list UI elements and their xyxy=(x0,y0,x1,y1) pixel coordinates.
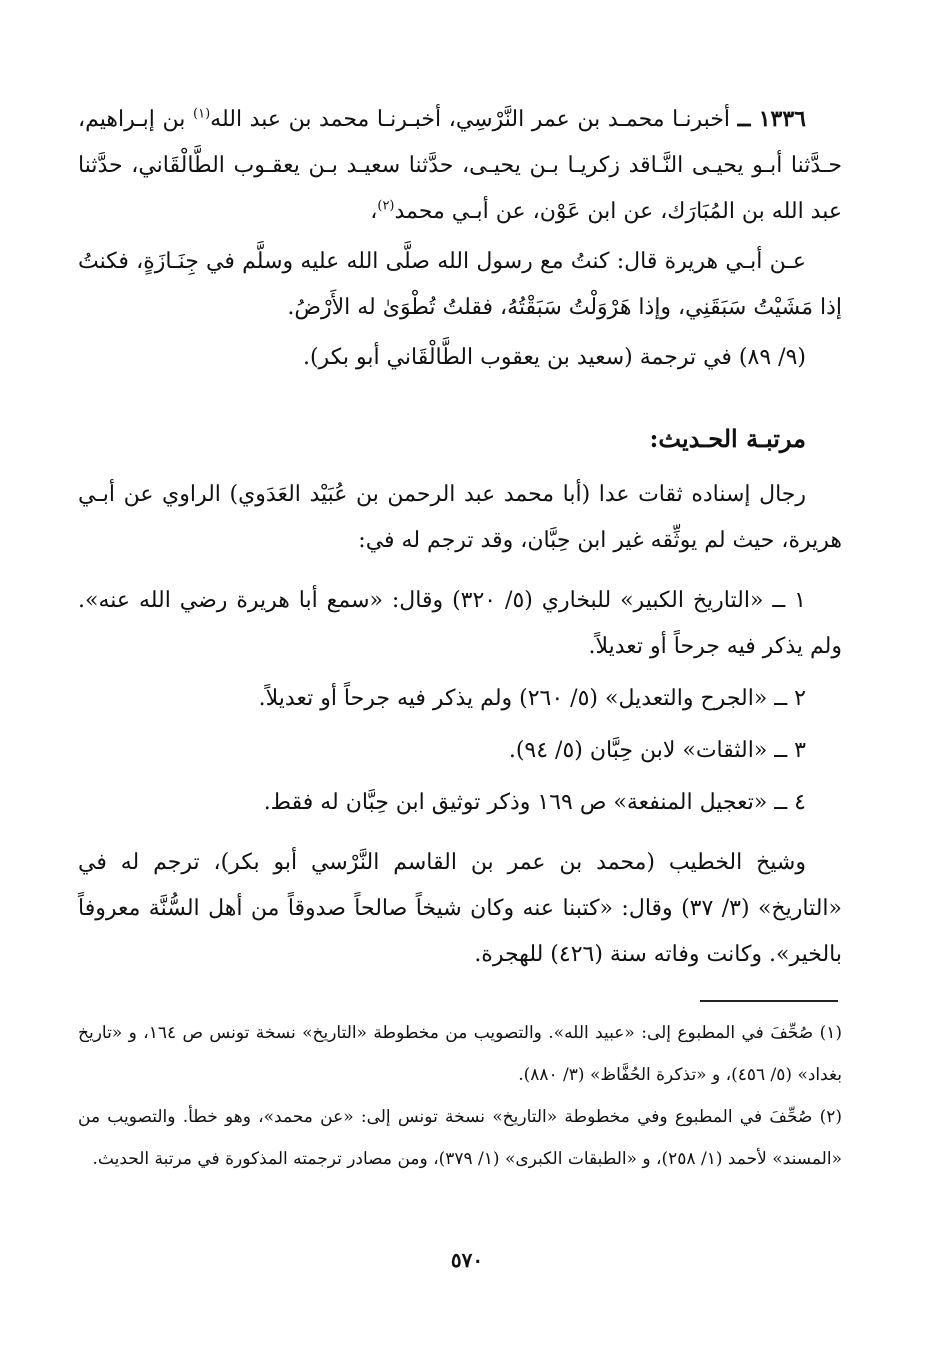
isnad-part2: بن إبـراهيم، حـدَّثنا أبـو يحيـى النَّـاقد زكريـا بـن يحيـى، حدَّثنا سعيـد بـن يعقـوب الطَّالْقَاني، حدَّثنا عبد الله بن المُبَارَك، عن ابن عَوْن، عن أبـي محمد xyxy=(78,107,842,224)
hadith-number: ١٣٣٦ ــ xyxy=(737,106,806,132)
grading-item: ٤ ــ «تعجيل المنفعة» ص ١٦٩ وذكر توثيق ابن حِبَّان له فقط. xyxy=(263,790,806,815)
footnote-1: (١) صُحِّفَ في المطبوع إلى: «عبيد الله». والتصويب من مخطوطة «التاريخ» نسخة تونس ص ١٦٤، و «تاريخ بغداد» (٥/ ٤٥٦)، و «تذكرة الحُفَّاظ» (٣/ ٨٨٠). xyxy=(78,1023,843,1085)
hadith-matn: عـن أبـي هريرة قال: كنتُ مع رسول الله صلَّى الله عليه وسلَّم في جِنَـازَةٍ، فكنتُ إذا مَشَيْتُ سَبَقَنِي، وإذا هَرْوَلْتُ سَبَقْتُهُ، فقلتُ تُطْوَىٰ له الأَرْضُ. xyxy=(78,249,842,320)
grading-block xyxy=(78,416,842,978)
isnad-end: ، xyxy=(370,199,378,224)
hadith-block xyxy=(78,96,842,381)
footnote-marker-2: (٢) xyxy=(377,198,395,214)
grading-item: ٢ ــ «الجرح والتعديل» (٥/ ٢٦٠) ولم يذكر فيه جرحاً أو تعديلاً. xyxy=(258,686,806,711)
footnote-marker-1: (١) xyxy=(193,106,211,122)
grading-item: ٣ ــ «الثقات» لابن حِبَّان (٥/ ٩٤). xyxy=(508,738,806,763)
hadith-isnad xyxy=(78,96,842,235)
hadith-reference: (٩/ ٨٩) في ترجمة (سعيد بن يعقوب الطَّالْقَاني أبو بكر). xyxy=(302,345,806,370)
footnote-2: (٢) صُحِّفَ في المطبوع وفي مخطوطة «التاريخ» نسخة تونس إلى: «عن محمد»، وهو خطأ. والتصويب من «المسند» لأحمد (١/ ٢٥٨)، و «الطبقات الكبرى» (١/ ٣٧٩)، ومن مصادر ترجمته المذكورة في مرتبة الحديث. xyxy=(78,1107,842,1169)
footnote-divider xyxy=(700,1000,838,1002)
grading-intro: رجال إسناده ثقات عدا (أبا محمد عبد الرحمن بن عُبَيْد العَدَوي) الراوي عن أبـي هريرة، حيث لم يوثِّقه غير ابن حِبَّان، وقد ترجم له في: xyxy=(78,482,842,553)
shaykh-paragraph: وشيخ الخطيب (محمد بن عمر بن القاسم النَّرْسي أبو بكر)، ترجم له في «التاريخ» (٣/ ٣٧) وقال: «كتبنا عنه وكان شيخاً صالحاً صدوقاً من أهل السُّنَّة معروفاً بالخير». وكانت وفاته سنة (٤٢٦) للهجرة. xyxy=(78,850,842,967)
footnotes xyxy=(78,1012,842,1180)
isnad-part1: أخبرنـا محمـد بن عمر النَّرْسِي، أخبـرنـا محمد بن عبد الله xyxy=(210,107,730,132)
grading-heading: مرتبـة الحـديث: xyxy=(649,424,806,453)
page-number: ٥٧٠ xyxy=(450,1248,484,1272)
grading-item: ١ ــ «التاريخ الكبير» للبخاري (٥/ ٣٢٠) وقال: «سمع أبا هريرة رضي الله عنه». ولم يذكر فيه جرحاً أو تعديلاً. xyxy=(78,588,842,659)
